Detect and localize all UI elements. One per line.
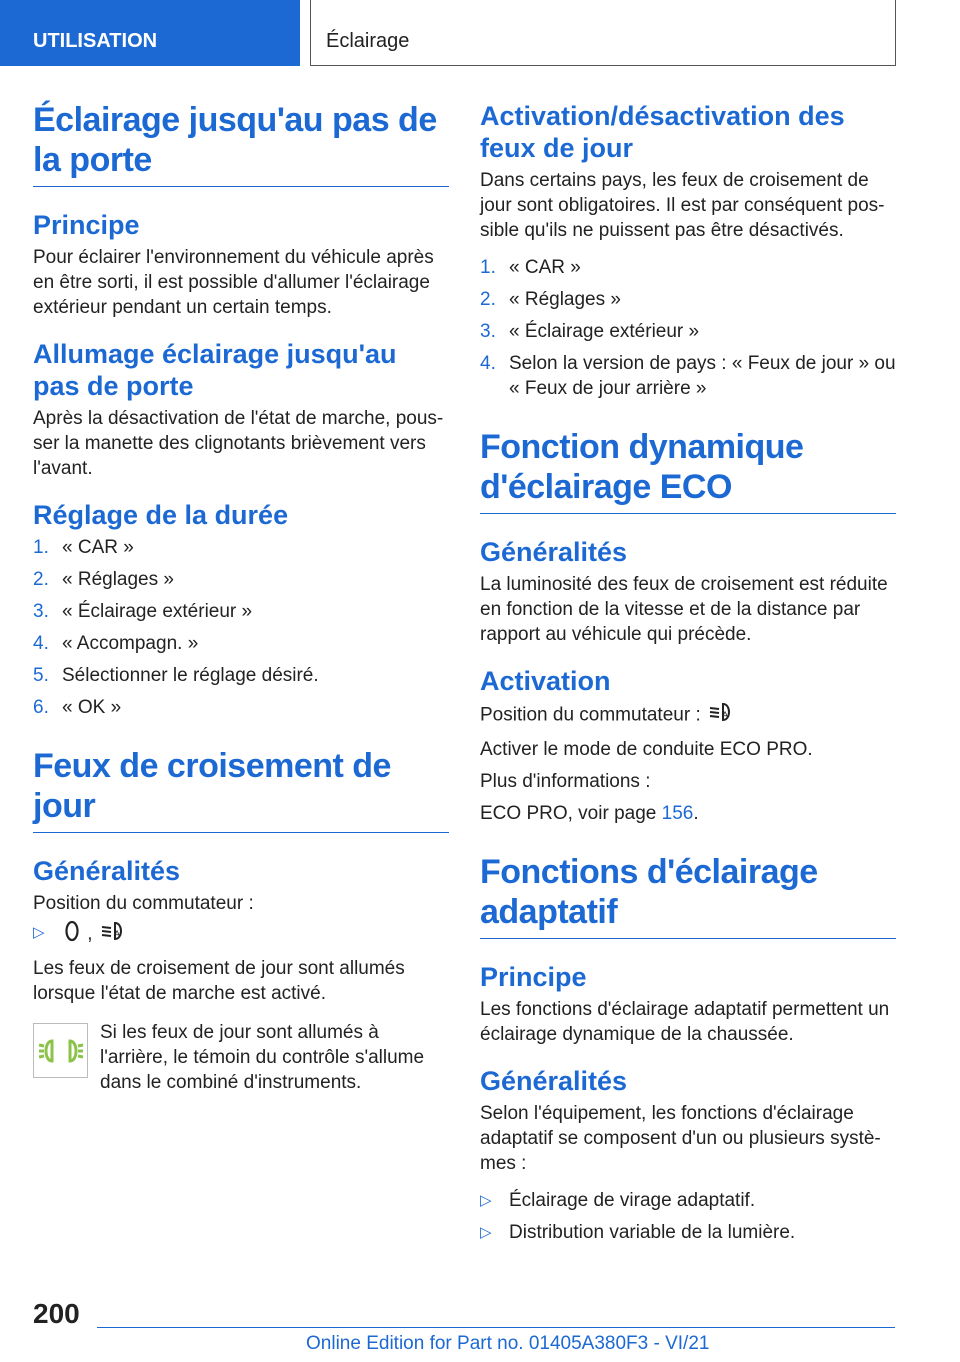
eco-switch-position: Position du commutateur : A bbox=[480, 701, 896, 730]
indicator-note bbox=[33, 1020, 449, 1095]
eco-page-reference: ECO PRO, voir page 156. bbox=[480, 803, 699, 824]
svg-text:A: A bbox=[113, 930, 121, 940]
auto-headlight-icon bbox=[100, 920, 126, 949]
list-item: 3. « Éclairage extérieur » bbox=[480, 321, 700, 342]
eco-mode-text: Activer le mode de conduite ECO PRO. bbox=[480, 739, 813, 760]
page-link-156[interactable]: 156 bbox=[661, 803, 694, 824]
adaptive-principle-text: Les fonctions d'éclairage adaptatif permettent un éclairage dynamique de la chaussée. bbox=[480, 999, 890, 1045]
eco-general-text: La luminosité des feux de croisement est réduite en fonction de la vitesse et de la distance par rapport au véhicule qui précède. bbox=[480, 574, 888, 645]
edition-info: Online Edition for Part no. 01405A380F3 - VI/21 bbox=[306, 1333, 710, 1354]
bullet-triangle-icon: ▷ bbox=[480, 1192, 492, 1209]
bullet-triangle-icon: ▷ bbox=[33, 924, 45, 941]
eco-more-info: Plus d'informations : bbox=[480, 771, 651, 792]
list-item: 4. « Accompagn. » bbox=[33, 633, 199, 654]
list-item: 1. « CAR » bbox=[33, 537, 134, 558]
page-number: 200 bbox=[33, 1298, 80, 1329]
list-item: 1. « CAR » bbox=[480, 257, 581, 278]
section-tab: UTILISATION bbox=[0, 0, 300, 66]
heading-principle: Principe bbox=[33, 210, 140, 240]
heading-adaptive-lighting: Fonctions d'éclairage adaptatif bbox=[480, 852, 896, 939]
list-item: 2. « Réglages » bbox=[33, 569, 174, 590]
heading-switch-on: Allumage éclairage jusqu'au pas de porte bbox=[33, 339, 397, 401]
switch-on-text: Après la désactivation de l'état de marche, pous-ser la manette des clignotants brièvement vers l'avant. bbox=[33, 408, 444, 479]
heading-general: Généralités bbox=[33, 856, 181, 886]
right-column bbox=[480, 100, 896, 1252]
footer-divider bbox=[97, 1327, 895, 1328]
list-item: 6. « OK » bbox=[33, 697, 122, 718]
switch-position-text: Position du commutateur : bbox=[33, 893, 254, 914]
bullet-triangle-icon: ▷ bbox=[480, 1224, 492, 1241]
activation-text: Dans certains pays, les feux de croisement de jour sont obligatoires. Il est par conséquent pos-sible qu'ils ne puissent pas être désactivés. bbox=[480, 170, 885, 241]
svg-text:A: A bbox=[722, 711, 729, 721]
activation-steps bbox=[480, 255, 896, 401]
heading-adaptive-principle: Principe bbox=[480, 962, 587, 992]
heading-daytime-running-lights: Feux de croisement de jour bbox=[33, 746, 449, 833]
switch-off-icon bbox=[64, 920, 80, 949]
list-item: 4. Selon la version de pays : « Feux de jour » ou « Feux de jour arrière » bbox=[480, 353, 896, 399]
principle-text: Pour éclairer l'environnement du véhicule après en être sorti, il est possible d'allumer l'éclairage extérieur pendant un certain temps. bbox=[33, 247, 434, 318]
left-column bbox=[33, 100, 449, 1095]
adaptive-general-text: Selon l'équipement, les fonctions d'éclairage adaptatif se composent d'un ou plusieurs systè-mes : bbox=[480, 1103, 881, 1174]
list-item: ▷ , A bbox=[33, 920, 449, 949]
chapter-title: Éclairage bbox=[310, 0, 896, 66]
heading-doorstep-lighting: Éclairage jusqu'au pas de la porte bbox=[33, 100, 449, 187]
heading-eco-lighting: Fonction dynamique d'éclairage ECO bbox=[480, 427, 896, 514]
heading-eco-general: Généralités bbox=[480, 537, 628, 567]
heading-duration: Réglage de la durée bbox=[33, 500, 289, 530]
list-item: 3. « Éclairage extérieur » bbox=[33, 601, 253, 622]
indicator-text: Si les feux de jour sont allumés à l'arrière, le témoin du contrôle s'allume dans le combiné d'instruments. bbox=[100, 1022, 425, 1093]
list-item: ▷ Éclairage de virage adaptatif. bbox=[480, 1190, 756, 1211]
page-header bbox=[0, 0, 960, 66]
drl-indicator-icon bbox=[33, 1023, 88, 1078]
drl-on-text: Les feux de croisement de jour sont allumés lorsque l'état de marche est activé. bbox=[33, 958, 405, 1004]
list-item: 2. « Réglages » bbox=[480, 289, 621, 310]
duration-steps bbox=[33, 535, 449, 720]
auto-headlight-icon bbox=[708, 701, 734, 730]
heading-adaptive-general: Généralités bbox=[480, 1066, 628, 1096]
heading-activation-drl: Activation/désactivation des feux de jour bbox=[480, 101, 845, 163]
switch-position-list bbox=[33, 920, 449, 949]
list-item: 5. Sélectionner le réglage désiré. bbox=[33, 665, 319, 686]
adaptive-systems-list bbox=[480, 1188, 896, 1245]
list-item: ▷ Distribution variable de la lumière. bbox=[480, 1222, 796, 1243]
heading-eco-activation: Activation bbox=[480, 666, 611, 696]
